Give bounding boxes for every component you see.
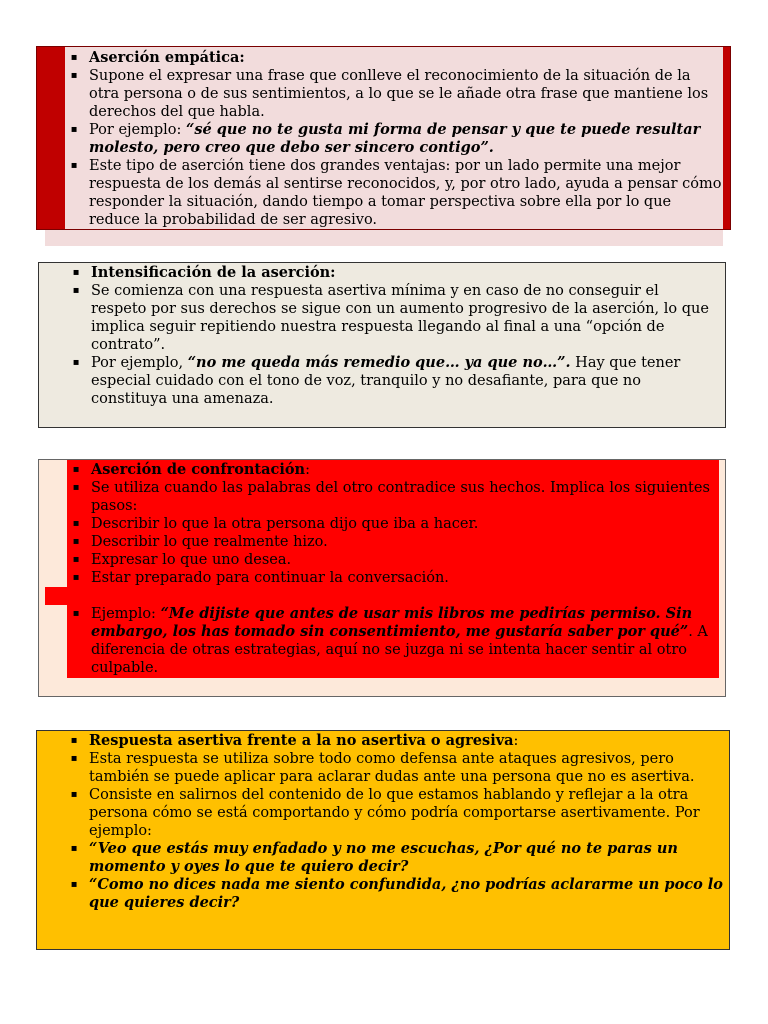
bullet-icon: ▪ [70, 70, 78, 81]
bullet-icon: ▪ [72, 357, 80, 368]
heading-colon: : [239, 49, 245, 66]
list-item [67, 551, 719, 569]
list-item [65, 67, 725, 121]
confrontation-list [67, 461, 719, 677]
assertive-response-list [65, 732, 725, 912]
example-quote: “no me queda más remedio que… ya que no…”. [187, 354, 571, 371]
step-text: Expresar lo que uno desea. [91, 552, 292, 568]
bullet-icon: ▪ [72, 536, 80, 547]
list-item [67, 354, 717, 408]
list-item [67, 479, 719, 515]
intensification-list [67, 264, 717, 408]
bullet-icon: ▪ [70, 753, 78, 764]
empathic-assertion-box [36, 46, 731, 230]
example-suffix: . A diferencia de otras estrategias, aquí no se juzga ni se intenta hacer sentir al otro culpable. [91, 624, 708, 676]
left-accent-bar [37, 47, 65, 229]
confrontation-box [38, 459, 726, 697]
list-item [67, 515, 719, 533]
bullet-icon: ▪ [72, 464, 80, 475]
paragraph-text: Se utiliza cuando las palabras del otro contradice sus hechos. Implica los siguientes pasos: [91, 480, 710, 514]
section-heading: Aserción de confrontación [91, 461, 306, 478]
list-item [65, 121, 725, 157]
list-item [67, 282, 717, 354]
bullet-icon: ▪ [72, 572, 80, 583]
list-item [67, 461, 719, 479]
list-item [67, 533, 719, 551]
section-heading: Respuesta asertiva frente a la no asertiva o agresiva [89, 732, 514, 749]
example-quote: “Veo que estás muy enfadado y no me escuchas, ¿Por qué no te paras un momento y oyes lo que te quiero decir? [89, 840, 678, 875]
spacer [67, 587, 719, 605]
example-quote: “Me dijiste que antes de usar mis libros me pedirías permiso. Sin embargo, los has tomado sin consentimiento, me gustaría saber por qué” [91, 605, 693, 640]
list-item [65, 157, 725, 229]
list-item [65, 750, 725, 786]
paragraph-text: Se comienza con una respuesta asertiva mínima y en caso de no conseguir el respeto por sus derechos se sigue con un aumento progresivo de la aserción, lo que implica seguir repitiendo nuestra respuesta llegando al final a una “opción de contrato”. [91, 283, 709, 353]
bullet-icon: ▪ [70, 789, 78, 800]
bullet-icon: ▪ [72, 554, 80, 565]
bullet-icon: ▪ [72, 518, 80, 529]
example-suffix: Hay que tener especial cuidado con el tono de voz, tranquilo y no desafiante, para que no constituya una amenaza. [91, 355, 681, 407]
bullet-icon: ▪ [72, 267, 80, 278]
list-item [65, 786, 725, 840]
list-item [65, 732, 725, 750]
bullet-icon: ▪ [70, 52, 78, 63]
bullet-icon: ▪ [72, 608, 80, 619]
example-prefix: Ejemplo: [91, 606, 161, 622]
step-text: Describir lo que la otra persona dijo que iba a hacer. [91, 516, 479, 532]
heading-colon: : [330, 264, 336, 281]
bullet-icon: ▪ [70, 124, 78, 135]
section-heading: Aserción empática [89, 49, 240, 66]
list-item [67, 569, 719, 587]
example-quote: “Como no dices nada me siento confundida, ¿no podrías aclararme un poco lo que quieres decir? [89, 876, 723, 911]
paragraph-text: Esta respuesta se utiliza sobre todo como defensa ante ataques agresivos, pero también se puede aplicar para aclarar dudas ante una persona que no es asertiva. [89, 751, 695, 785]
bullet-icon: ▪ [70, 879, 78, 890]
intensification-box [38, 262, 726, 428]
heading-colon: : [305, 462, 310, 478]
empathic-assertion-list [65, 49, 725, 229]
bullet-icon: ▪ [70, 160, 78, 171]
bullet-icon: ▪ [70, 843, 78, 854]
list-item [67, 264, 717, 282]
step-text: Describir lo que realmente hizo. [91, 534, 328, 550]
assertive-response-box [36, 730, 730, 950]
paragraph-text: Este tipo de aserción tiene dos grandes ventajas: por un lado permite una mejor respuesta de los demás al sentirse reconocidos, y, por otro lado, ayuda a pensar cómo responder la situación, dando tiempo a tomar perspectiva sobre ella por lo que reduce la probabilidad de ser agresivo. [89, 158, 722, 228]
example-quote: “sé que no te gusta mi forma de pensar y que te puede resultar molesto, pero creo que debo ser sincero contigo”. [89, 121, 701, 156]
heading-colon: : [513, 733, 519, 749]
bullet-icon: ▪ [70, 735, 78, 746]
paragraph-text: Consiste en salirnos del contenido de lo que estamos hablando y reflejar a la otra persona cómo se está comportando y cómo podría comportarse asertivamente. Por ejemplo: [89, 787, 700, 839]
list-item [65, 49, 725, 67]
bullet-icon: ▪ [72, 482, 80, 493]
list-item [65, 876, 725, 912]
section-heading: Intensificación de la aserción [91, 264, 331, 281]
step-text: Estar preparado para continuar la conversación. [91, 570, 449, 586]
list-item [65, 840, 725, 876]
list-item [67, 605, 719, 677]
example-prefix: Por ejemplo, [91, 355, 188, 371]
example-prefix: Por ejemplo: [89, 122, 186, 138]
paragraph-text: Supone el expresar una frase que conlleve el reconocimiento de la situación de la otra persona o de sus sentimientos, a lo que se le añade otra frase que mantiene los derechos del que habla. [89, 68, 709, 120]
bullet-icon: ▪ [72, 285, 80, 296]
